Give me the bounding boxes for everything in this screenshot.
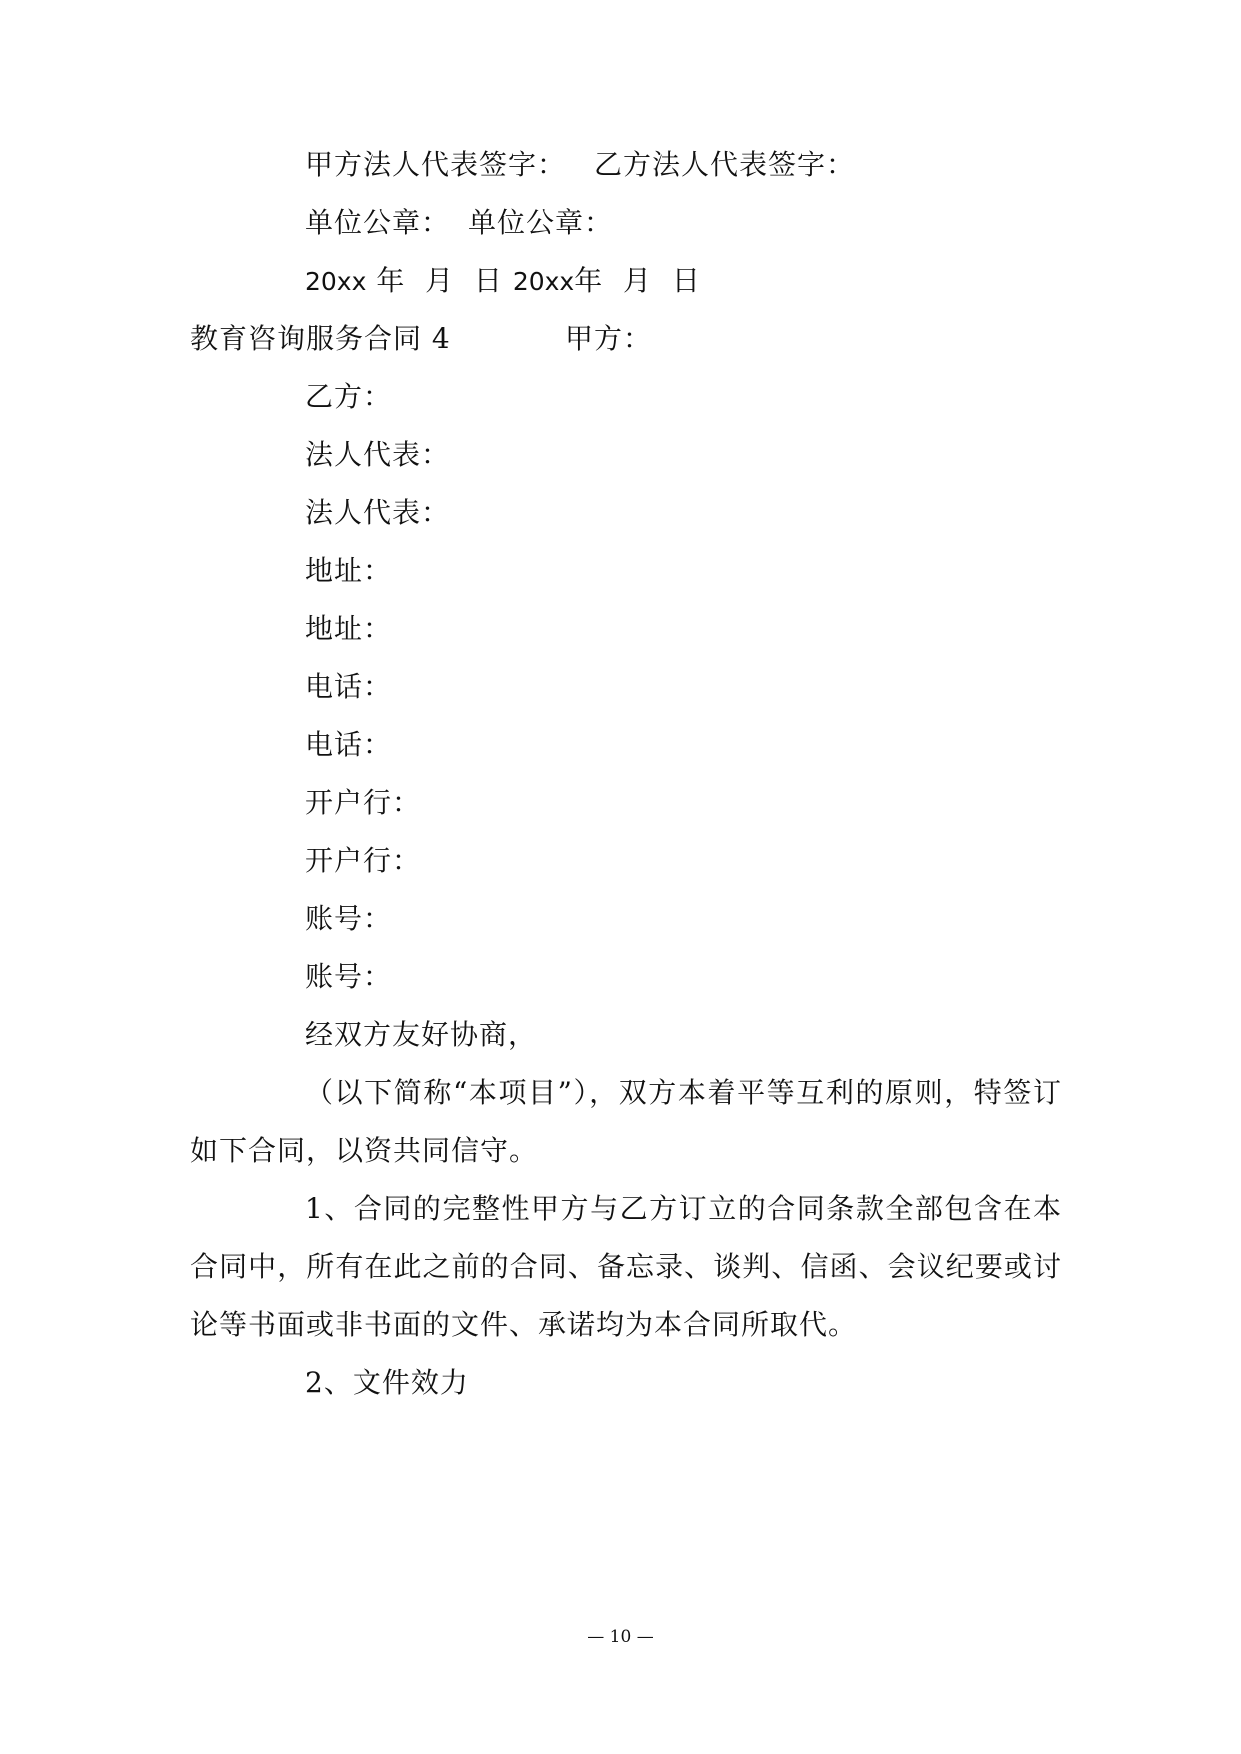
party-b-date-rest: 年 月 日 xyxy=(574,264,701,297)
party-b-rep-signature-label: 乙方法人代表签字： xyxy=(594,148,856,181)
party-a-label: 甲方： xyxy=(565,322,653,355)
contract-heading: 教育咨询服务合同 4 xyxy=(190,322,451,355)
clause-1-line-2: 合同中，所有在此之前的合同、备忘录、谈判、信函、会议纪要或讨 xyxy=(190,1250,1062,1283)
field-legal-rep-b: 法人代表： xyxy=(305,496,451,529)
party-b-seal-label: 单位公章： xyxy=(468,206,614,239)
field-account-a: 账号： xyxy=(305,902,393,935)
field-phone-a: 电话： xyxy=(305,670,393,703)
party-b-date-year: 20xx xyxy=(512,267,575,296)
field-address-b: 地址： xyxy=(305,612,393,645)
clause-1-line-1: 1、合同的完整性甲方与乙方订立的合同条款全部包含在本 xyxy=(305,1192,1062,1225)
field-bank-a: 开户行： xyxy=(305,786,422,819)
party-a-date-rest: 年 月 日 xyxy=(376,264,503,297)
date-row xyxy=(305,263,701,300)
page-number: — 10 — xyxy=(587,1627,654,1647)
contract-heading-row xyxy=(190,321,652,357)
party-a-seal-label: 单位公章： xyxy=(305,206,451,239)
clause-2-heading: 2、文件效力 xyxy=(305,1366,469,1399)
signature-row xyxy=(305,147,855,183)
field-party-b: 乙方： xyxy=(305,380,393,413)
field-bank-b: 开户行： xyxy=(305,844,422,877)
seal-row xyxy=(305,205,613,241)
field-account-b: 账号： xyxy=(305,960,393,993)
clause-1-line-3: 论等书面或非书面的文件、承诺均为本合同所取代。 xyxy=(190,1308,858,1341)
field-address-a: 地址： xyxy=(305,554,393,587)
field-phone-b: 电话： xyxy=(305,728,393,761)
intro-paragraph-line-1: （以下简称“本项目”），双方本着平等互利的原则，特签订 xyxy=(305,1076,1062,1109)
intro-paragraph-line-2: 如下合同，以资共同信守。 xyxy=(190,1134,539,1167)
consultation-line: 经双方友好协商， xyxy=(305,1018,538,1051)
party-a-rep-signature-label: 甲方法人代表签字： xyxy=(305,148,567,181)
field-legal-rep-a: 法人代表： xyxy=(305,438,451,471)
party-a-date-year: 20xx xyxy=(305,267,367,296)
